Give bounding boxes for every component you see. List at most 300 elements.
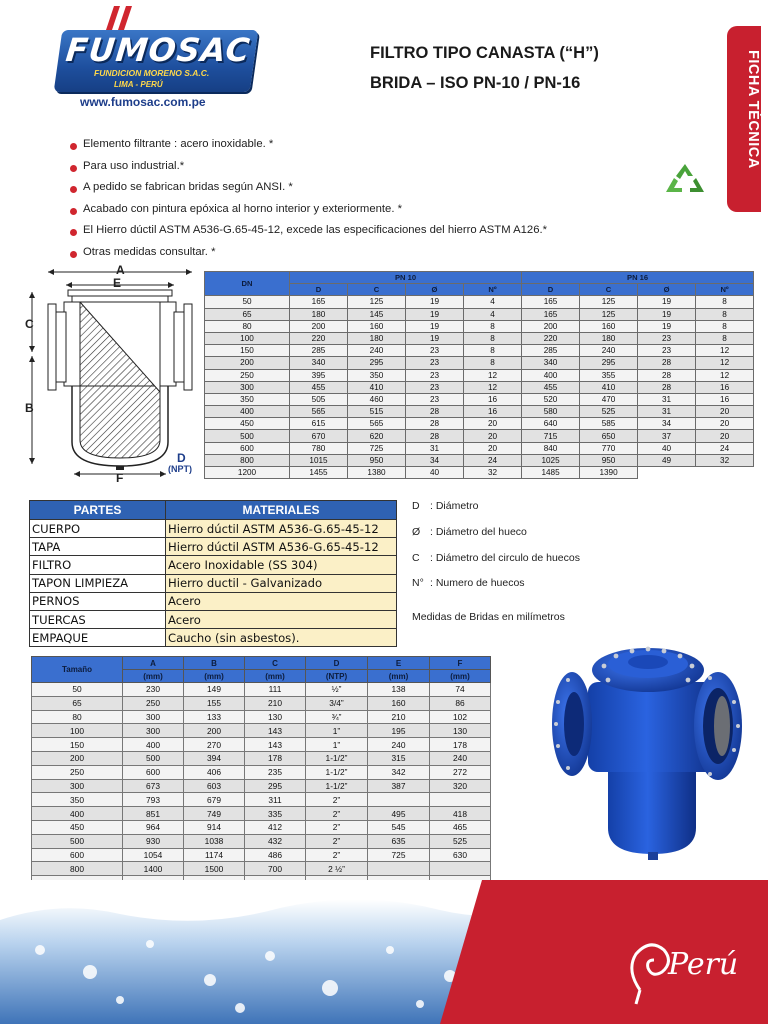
table-cell: 28	[406, 418, 464, 430]
table-cell: 31	[638, 393, 696, 405]
table-cell: 770	[580, 442, 638, 454]
table-row	[205, 320, 754, 332]
table-cell: 295	[348, 357, 406, 369]
table-cell: 12	[696, 357, 754, 369]
table-row	[30, 574, 397, 592]
table-cell: 412	[245, 820, 306, 834]
table-cell: 800	[32, 862, 123, 876]
table-cell: 1”	[306, 738, 368, 752]
table-cell: 210	[368, 710, 430, 724]
table-cell: 285	[522, 345, 580, 357]
table-cell: 270	[184, 738, 245, 752]
dim-label-d: D	[177, 451, 186, 465]
table-cell: Hierro dúctil ASTM A536-G.65-45-12	[166, 538, 397, 556]
table-cell: 23	[406, 345, 464, 357]
table-cell: 130	[430, 724, 491, 738]
table-cell: 50	[205, 296, 290, 308]
table-cell: 673	[123, 779, 184, 793]
table-row	[30, 556, 397, 574]
table-cell: 125	[348, 296, 406, 308]
table-cell: 486	[245, 848, 306, 862]
table-cell: 600	[123, 765, 184, 779]
table-cell: TUERCAS	[30, 610, 166, 628]
table-cell: 1380	[348, 467, 406, 479]
table-cell: 125	[580, 296, 638, 308]
table-cell: Caucho (sin asbestos).	[166, 629, 397, 647]
table-cell	[368, 793, 430, 807]
table-cell: 1015	[290, 454, 348, 466]
table-cell: 635	[368, 834, 430, 848]
pn-subheader: C	[348, 284, 406, 296]
table-row	[32, 848, 491, 862]
table-cell: 200	[290, 320, 348, 332]
table-cell: 180	[348, 332, 406, 344]
table-cell: 340	[290, 357, 348, 369]
table-cell: 20	[464, 418, 522, 430]
table-cell: 565	[348, 418, 406, 430]
table-cell: 300	[32, 779, 123, 793]
table-cell: 8	[696, 332, 754, 344]
table-cell: 350	[32, 793, 123, 807]
table-cell: 100	[205, 332, 290, 344]
dim-header-size: Tamaño	[32, 657, 123, 683]
pn-header-pn16: PN 16	[522, 272, 754, 284]
table-cell: 65	[32, 696, 123, 710]
table-cell: 12	[464, 381, 522, 393]
table-row	[32, 710, 491, 724]
table-cell: PERNOS	[30, 592, 166, 610]
table-cell: ¾”	[306, 710, 368, 724]
table-row	[30, 520, 397, 538]
table-cell: 355	[580, 369, 638, 381]
table-cell: 615	[290, 418, 348, 430]
table-cell: 840	[522, 442, 580, 454]
table-cell: 8	[696, 296, 754, 308]
table-cell: 19	[638, 308, 696, 320]
table-cell: 3/4”	[306, 696, 368, 710]
table-row	[205, 467, 754, 479]
table-cell: 851	[123, 807, 184, 821]
table-cell	[430, 862, 491, 876]
table-cell: 335	[245, 807, 306, 821]
table-cell: 240	[430, 751, 491, 765]
table-cell: 31	[638, 406, 696, 418]
table-cell: 180	[290, 308, 348, 320]
table-cell: 24	[464, 454, 522, 466]
pn-subheader: Nº	[696, 284, 754, 296]
website-link[interactable]: www.fumosac.com.pe	[80, 95, 206, 109]
legend-item	[412, 526, 527, 538]
feature-item: Elemento filtrante : acero inoxidable. *	[70, 138, 590, 160]
table-cell: 250	[32, 765, 123, 779]
table-cell: 525	[580, 406, 638, 418]
table-cell: 470	[580, 393, 638, 405]
table-cell: 23	[638, 345, 696, 357]
table-row	[30, 629, 397, 647]
table-cell: 19	[638, 296, 696, 308]
table-cell: 500	[205, 430, 290, 442]
table-cell: 19	[406, 320, 464, 332]
table-cell: 400	[123, 738, 184, 752]
table-row	[205, 332, 754, 344]
table-cell: 793	[123, 793, 184, 807]
dim-label-npt: (NPT)	[168, 464, 192, 474]
legend-text: : Diámetro del circulo de huecos	[430, 552, 580, 564]
table-cell: TAPA	[30, 538, 166, 556]
table-cell: 2”	[306, 848, 368, 862]
table-cell: 2”	[306, 834, 368, 848]
dim-label-f: F	[116, 471, 124, 484]
page-title: FILTRO TIPO CANASTA (“H”)	[370, 44, 599, 62]
table-row	[32, 779, 491, 793]
dim-header: E	[368, 657, 430, 670]
table-cell: 603	[184, 779, 245, 793]
table-cell: 240	[368, 738, 430, 752]
table-cell: 1400	[123, 862, 184, 876]
table-cell: 450	[205, 418, 290, 430]
table-cell: 2”	[306, 793, 368, 807]
table-row	[205, 418, 754, 430]
table-cell: 240	[580, 345, 638, 357]
feature-item: A pedido se fabrican bridas según ANSI. *	[70, 181, 590, 203]
dimensions-table	[31, 656, 491, 890]
water-splash-image	[0, 880, 768, 1024]
table-cell: 23	[406, 369, 464, 381]
table-cell: 914	[184, 820, 245, 834]
table-cell: 780	[290, 442, 348, 454]
table-cell: 650	[580, 430, 638, 442]
table-cell: 195	[368, 724, 430, 738]
table-cell: 180	[580, 332, 638, 344]
table-cell: 20	[696, 430, 754, 442]
dim-header: F	[430, 657, 491, 670]
table-cell: 102	[430, 710, 491, 724]
dim-unit: (mm)	[123, 670, 184, 683]
table-cell: 460	[348, 393, 406, 405]
table-cell: 400	[32, 807, 123, 821]
table-cell: 500	[32, 834, 123, 848]
table-cell: 165	[522, 308, 580, 320]
table-row	[205, 454, 754, 466]
table-cell: 410	[580, 381, 638, 393]
table-cell: 2”	[306, 807, 368, 821]
table-cell: 200	[522, 320, 580, 332]
table-cell: 178	[430, 738, 491, 752]
feature-item: El Hierro dúctil ASTM A536-G.65-45-12, excede las especificaciones del hierro ASTM A126.*	[70, 224, 590, 246]
table-cell: 32	[464, 467, 522, 479]
table-cell: 130	[245, 710, 306, 724]
table-row	[32, 765, 491, 779]
table-cell: 23	[406, 393, 464, 405]
table-cell: 20	[464, 442, 522, 454]
table-cell: 160	[368, 696, 430, 710]
table-cell: 450	[32, 820, 123, 834]
table-cell	[696, 467, 754, 479]
legend-item	[412, 552, 580, 564]
table-cell: 1174	[184, 848, 245, 862]
table-cell: Acero	[166, 610, 397, 628]
table-cell: 565	[290, 406, 348, 418]
table-cell: 1485	[522, 467, 580, 479]
strainer-product-image	[548, 632, 744, 864]
table-cell: 395	[290, 369, 348, 381]
table-cell: 50	[32, 683, 123, 697]
feature-item: Para uso industrial.*	[70, 160, 590, 182]
logo-name: FUMOSAC	[64, 31, 253, 69]
table-cell: 40	[638, 442, 696, 454]
table-cell: 28	[638, 369, 696, 381]
page-subtitle: BRIDA – ISO PN-10 / PN-16	[370, 74, 581, 92]
table-cell: 950	[348, 454, 406, 466]
table-cell: 86	[430, 696, 491, 710]
flange-pn-table	[204, 271, 754, 479]
table-cell: 12	[696, 369, 754, 381]
table-cell: 495	[368, 807, 430, 821]
table-cell: 165	[290, 296, 348, 308]
table-cell	[368, 862, 430, 876]
table-cell: 1455	[290, 467, 348, 479]
table-cell: 220	[290, 332, 348, 344]
table-row	[205, 442, 754, 454]
table-cell: 432	[245, 834, 306, 848]
table-cell: 200	[184, 724, 245, 738]
table-cell: 235	[245, 765, 306, 779]
table-row	[32, 751, 491, 765]
table-cell: 8	[464, 332, 522, 344]
peru-brand-text: Perú	[668, 947, 739, 982]
table-row	[32, 696, 491, 710]
materials-table	[29, 500, 397, 647]
table-cell: 74	[430, 683, 491, 697]
pn-table-body	[205, 296, 754, 479]
table-cell: 20	[464, 430, 522, 442]
table-cell: 149	[184, 683, 245, 697]
table-cell: 19	[638, 320, 696, 332]
feature-item: Acabado con pintura epóxica al horno interior y exteriormente. *	[70, 203, 590, 225]
legend-text: : Numero de huecos	[430, 577, 525, 589]
table-cell: TAPON LIMPIEZA	[30, 574, 166, 592]
table-cell: 160	[348, 320, 406, 332]
table-cell: 700	[245, 862, 306, 876]
table-cell: 950	[580, 454, 638, 466]
table-row	[32, 807, 491, 821]
table-cell: 19	[406, 296, 464, 308]
table-cell: 394	[184, 751, 245, 765]
table-cell: 580	[522, 406, 580, 418]
table-cell: EMPAQUE	[30, 629, 166, 647]
table-cell: 165	[522, 296, 580, 308]
dim-header: C	[245, 657, 306, 670]
table-cell: 24	[696, 442, 754, 454]
table-cell: 725	[348, 442, 406, 454]
table-cell: 320	[430, 779, 491, 793]
legend-note: Medidas de Bridas en milímetros	[412, 611, 565, 623]
table-cell: 16	[464, 406, 522, 418]
table-cell: 100	[32, 724, 123, 738]
materials-header-materials: MATERIALES	[166, 501, 397, 520]
legend-symbol: D	[412, 500, 420, 512]
table-cell: 410	[348, 381, 406, 393]
table-cell: 230	[123, 683, 184, 697]
pn-subheader: D	[522, 284, 580, 296]
table-cell: 455	[522, 381, 580, 393]
table-cell: 12	[696, 345, 754, 357]
dim-label-a: A	[116, 263, 125, 277]
table-cell: 350	[205, 393, 290, 405]
dim-unit: (mm)	[368, 670, 430, 683]
table-row	[30, 538, 397, 556]
table-cell: 143	[245, 738, 306, 752]
table-row	[32, 683, 491, 697]
table-cell: 1200	[205, 467, 290, 479]
table-cell: 630	[430, 848, 491, 862]
table-cell: 8	[696, 320, 754, 332]
table-cell: 600	[205, 442, 290, 454]
recycle-icon	[664, 162, 706, 196]
table-cell: 37	[638, 430, 696, 442]
table-cell	[638, 467, 696, 479]
table-cell: 725	[368, 848, 430, 862]
table-row	[32, 724, 491, 738]
table-cell: 210	[245, 696, 306, 710]
table-cell: 16	[696, 381, 754, 393]
table-cell: 16	[464, 393, 522, 405]
table-cell: 133	[184, 710, 245, 724]
table-cell: 272	[430, 765, 491, 779]
table-cell: 8	[696, 308, 754, 320]
table-cell: 65	[205, 308, 290, 320]
dim-label-e: E	[113, 276, 122, 290]
table-cell: 8	[464, 320, 522, 332]
table-cell: 28	[638, 381, 696, 393]
table-cell: 418	[430, 807, 491, 821]
table-cell: 350	[348, 369, 406, 381]
table-cell: 80	[205, 320, 290, 332]
table-cell: 505	[290, 393, 348, 405]
dim-label-c: C	[25, 317, 34, 331]
table-cell: 8	[464, 357, 522, 369]
table-cell: 300	[123, 724, 184, 738]
table-cell: 400	[205, 406, 290, 418]
table-cell: 19	[406, 332, 464, 344]
table-cell: 1038	[184, 834, 245, 848]
table-row	[205, 381, 754, 393]
pn-header-dn: DN	[205, 272, 290, 296]
table-cell: 4	[464, 296, 522, 308]
table-cell: 295	[580, 357, 638, 369]
logo-subtitle: FUNDICION MORENO S.A.C.	[94, 68, 210, 78]
strainer-diagram	[20, 262, 208, 484]
table-cell: 240	[348, 345, 406, 357]
table-row	[205, 308, 754, 320]
table-cell: 340	[522, 357, 580, 369]
table-cell: 28	[406, 430, 464, 442]
table-cell: 500	[123, 751, 184, 765]
table-cell: ½”	[306, 683, 368, 697]
table-cell: 400	[522, 369, 580, 381]
table-row	[32, 793, 491, 807]
dim-unit: (mm)	[245, 670, 306, 683]
table-row	[32, 834, 491, 848]
pn-header-pn10: PN 10	[290, 272, 522, 284]
table-row	[205, 296, 754, 308]
table-cell: 12	[464, 369, 522, 381]
dim-header: D	[306, 657, 368, 670]
materials-table-body	[30, 520, 397, 647]
dim-unit: (NTP)	[306, 670, 368, 683]
table-cell: 34	[638, 418, 696, 430]
table-cell: 1390	[580, 467, 638, 479]
table-cell: 200	[32, 751, 123, 765]
table-cell: 1-1/2”	[306, 765, 368, 779]
table-cell: 20	[696, 406, 754, 418]
table-cell: 585	[580, 418, 638, 430]
table-cell: 28	[638, 357, 696, 369]
dimensions-table-body	[32, 683, 491, 890]
table-cell: 670	[290, 430, 348, 442]
pn-subheader: Nº	[464, 284, 522, 296]
table-cell: 150	[205, 345, 290, 357]
table-cell: 964	[123, 820, 184, 834]
feature-list	[70, 138, 590, 267]
table-cell: 23	[638, 332, 696, 344]
table-cell: 150	[32, 738, 123, 752]
table-cell: Acero	[166, 592, 397, 610]
table-cell: 1-1/2”	[306, 779, 368, 793]
table-row	[205, 430, 754, 442]
table-cell: 20	[696, 418, 754, 430]
table-cell: 200	[205, 357, 290, 369]
legend-text: : Diámetro	[430, 500, 479, 512]
table-cell: 4	[464, 308, 522, 320]
table-cell: 406	[184, 765, 245, 779]
pn-subheader: C	[580, 284, 638, 296]
table-cell: 455	[290, 381, 348, 393]
table-cell: 23	[406, 357, 464, 369]
table-cell: 2 ½”	[306, 862, 368, 876]
table-cell: 342	[368, 765, 430, 779]
table-row	[30, 592, 397, 610]
dim-label-b: B	[25, 401, 34, 415]
table-cell: 545	[368, 820, 430, 834]
table-cell: 23	[406, 381, 464, 393]
dim-unit: (mm)	[184, 670, 245, 683]
pn-subheader: D	[290, 284, 348, 296]
table-cell: 8	[464, 345, 522, 357]
feature-item: Otras medidas consultar. *	[70, 246, 590, 268]
pn-subheader: Ø	[406, 284, 464, 296]
table-row	[205, 369, 754, 381]
table-cell: 520	[522, 393, 580, 405]
dim-header: B	[184, 657, 245, 670]
table-cell: 749	[184, 807, 245, 821]
legend-symbol: C	[412, 552, 420, 564]
table-row	[205, 345, 754, 357]
table-cell: 250	[123, 696, 184, 710]
pn-subheader: Ø	[638, 284, 696, 296]
table-cell: 178	[245, 751, 306, 765]
table-cell: 250	[205, 369, 290, 381]
table-cell: 2”	[306, 820, 368, 834]
table-cell: 155	[184, 696, 245, 710]
table-cell: 125	[580, 308, 638, 320]
table-cell: 220	[522, 332, 580, 344]
logo-location: LIMA - PERÚ	[114, 80, 163, 89]
table-cell: 640	[522, 418, 580, 430]
legend-text: : Diámetro del hueco	[430, 526, 527, 538]
table-cell: 300	[205, 381, 290, 393]
legend-item	[412, 500, 478, 512]
